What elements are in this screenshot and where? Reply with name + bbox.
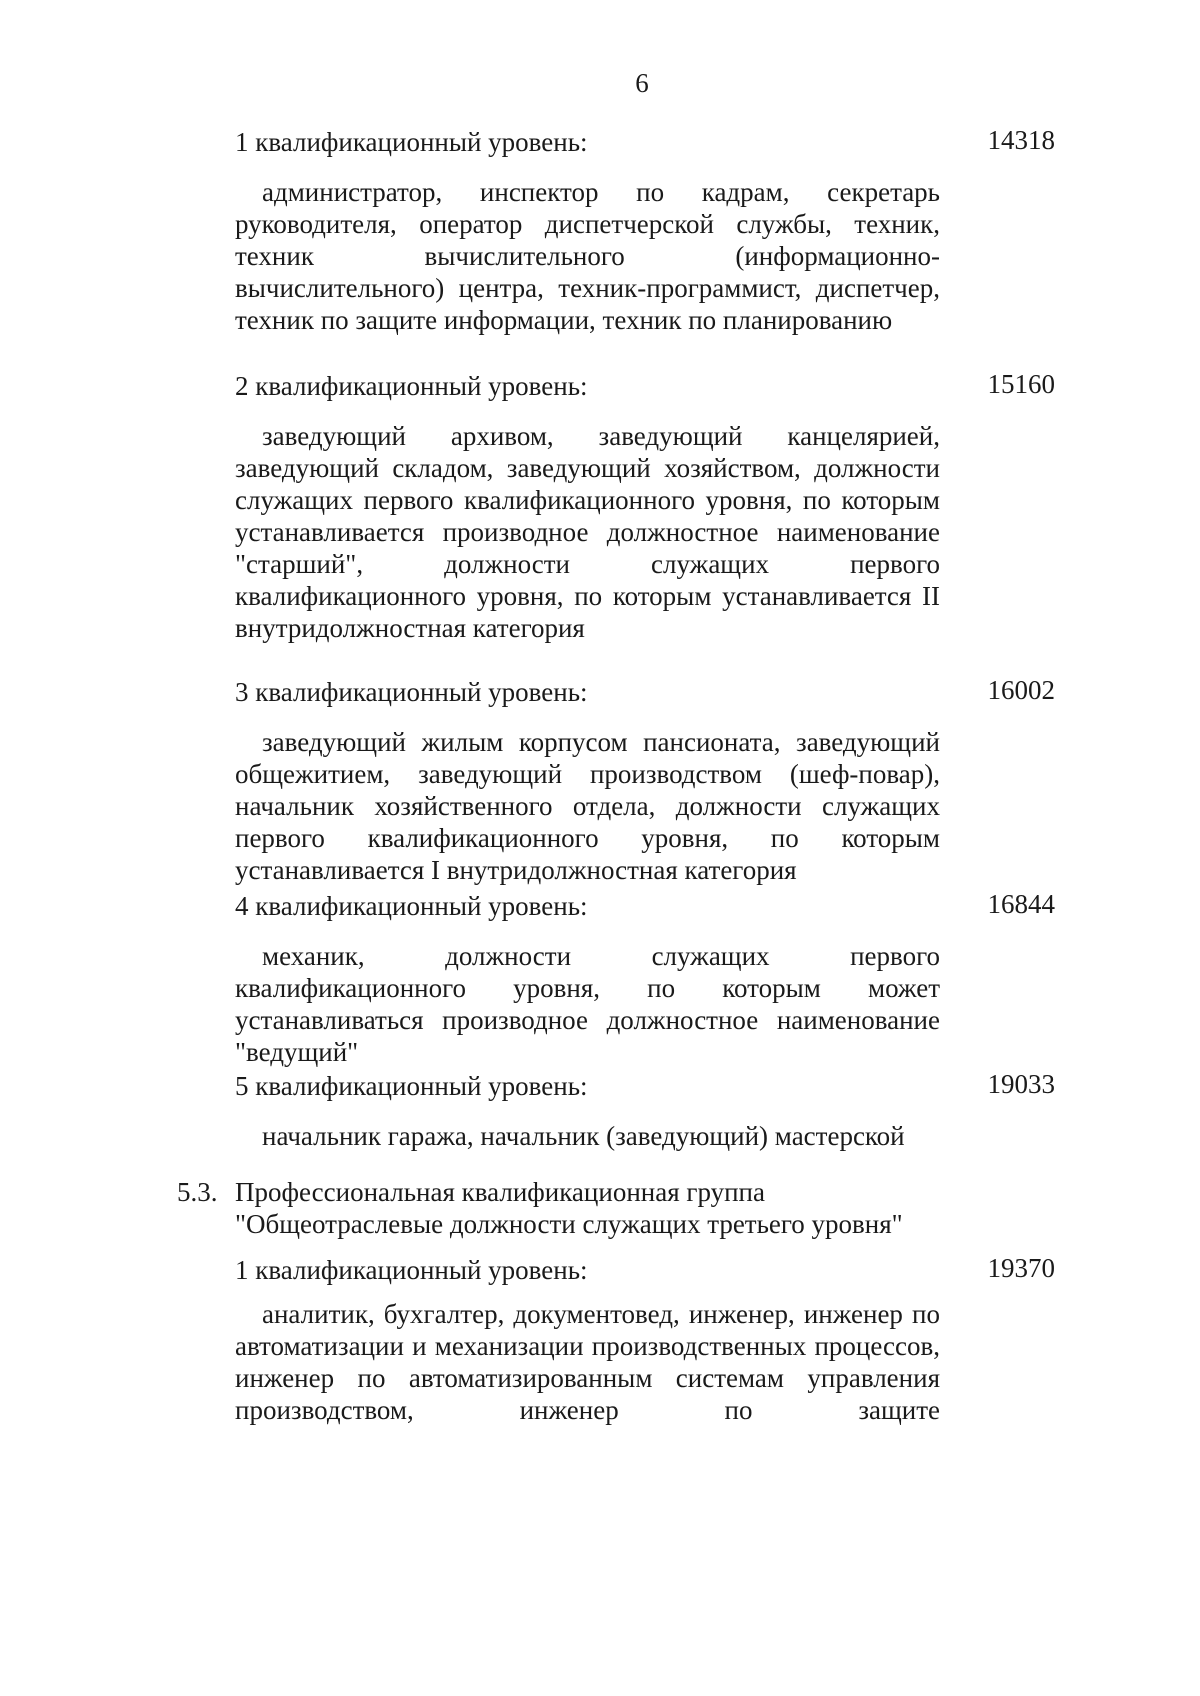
positions-list: заведующий жилым корпусом пансионата, заведующий общежитием, заведующий производством (шеф-повар), начальник хозяйственного отдела, должности служащих первого квалификационного уровня, по которым устанавливается I внутридолжностная категория bbox=[235, 727, 940, 885]
level-row bbox=[235, 890, 1055, 922]
level-label: 3 квалификационный уровень: bbox=[235, 677, 588, 707]
salary-value: 19370 bbox=[987, 1253, 1055, 1283]
positions-list: аналитик, бухгалтер, документовед, инженер, инженер по автоматизации и механизации производственных процессов, инженер по автоматизированным системам управления производством, инженер по защите bbox=[235, 1299, 940, 1425]
level-row bbox=[235, 370, 1055, 402]
level-row bbox=[235, 1070, 1055, 1102]
positions-list: начальник гаража, начальник (заведующий) мастерской bbox=[262, 1121, 905, 1151]
level-label: 1 квалификационный уровень: bbox=[235, 127, 588, 157]
positions-list: механик, должности служащих первого квалификационного уровня, по которым может устанавливаться производное должностное наименование "ведущий" bbox=[235, 941, 940, 1067]
salary-value: 16844 bbox=[987, 889, 1055, 919]
level-row bbox=[235, 126, 1055, 158]
level-label: 5 квалификационный уровень: bbox=[235, 1071, 588, 1101]
salary-value: 19033 bbox=[987, 1069, 1055, 1099]
salary-value: 15160 bbox=[987, 369, 1055, 399]
section-title-line: "Общеотраслевые должности служащих третьего уровня" bbox=[235, 1209, 903, 1239]
positions-list: заведующий архивом, заведующий канцелярией, заведующий складом, заведующий хозяйством, должности служащих первого квалификационного уровня, по которым устанавливается производное должностное наименование "старший", должности служащих первого квалификационного уровня, по которым устанавливается II внутридолжностная категория bbox=[235, 421, 940, 643]
section-title bbox=[235, 1176, 935, 1240]
level-row bbox=[235, 676, 1055, 708]
level-label: 1 квалификационный уровень: bbox=[235, 1255, 588, 1285]
level-row bbox=[235, 1254, 1055, 1286]
level-label: 2 квалификационный уровень: bbox=[235, 371, 588, 401]
level-label: 4 квалификационный уровень: bbox=[235, 891, 588, 921]
page-number: 6 bbox=[635, 68, 649, 98]
section-number: 5.3. bbox=[177, 1177, 218, 1207]
section-title-line: Профессиональная квалификационная группа bbox=[235, 1177, 765, 1207]
salary-value: 16002 bbox=[987, 675, 1055, 705]
positions-list: администратор, инспектор по кадрам, секретарь руководителя, оператор диспетчерской службы, техник, техник вычислительного (информационно-вычислительного) центра, техник-программист, диспетчер, техник по защите информации, техник по планированию bbox=[235, 177, 940, 335]
salary-value: 14318 bbox=[987, 125, 1055, 155]
